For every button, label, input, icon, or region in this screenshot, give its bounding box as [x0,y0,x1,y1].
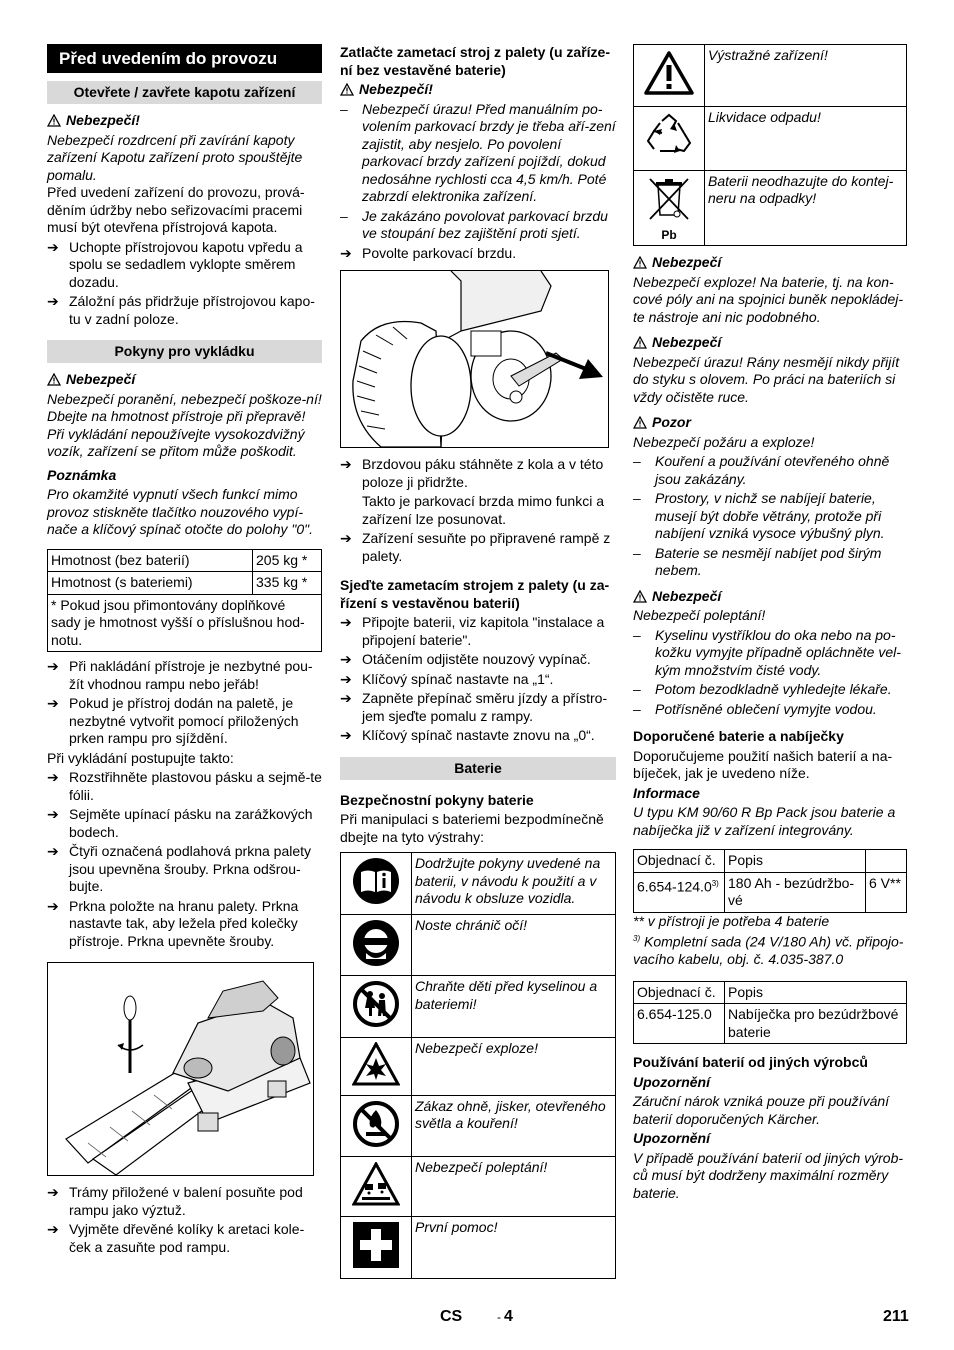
list-item: – Baterie se nesmějí nabíjet pod širým nebem. [633,544,882,578]
note-text: Záruční nárok vzniká pouze při používání baterií doporučených Kärcher. [633,1093,890,1127]
list-item: – Potřísněné oblečení vymyjte vodou. [633,700,877,717]
danger-text: Nebezpečí exploze! Na baterie, tj. na kon-cové póly ani na spojnici buněk nepokládej-te nástroje ani nic podobného. [633,273,904,325]
weight-table [47,549,322,653]
arrow-icon: ➔ [47,1221,59,1237]
table-row: Objednací č. Popis [634,850,907,873]
arrow-icon: ➔ [340,670,352,687]
warning-triangle-icon [633,416,647,429]
footer-page-number: 211 [883,1308,909,1325]
table-row: Objednací č. Popis [634,981,907,1004]
step: ➔ Při nakládání přístroje je nezbytné pou-žít vhodnou rampu nebo jeřáb! [47,658,313,692]
subsection-title-battery: Baterie [340,757,616,780]
table-note: $^{3)}$ Kompletní sada (24 V/180 Ah) vč. připojo-vacího kabelu, obj. č. 4.035-387.0 [633,933,904,968]
warning-icon [643,50,695,96]
list-item: – Nebezpečí úrazu! Před manuálním po-volením parkovací brzdy je třeba aří-zení zajistit, aby nesjelo. Po povolení parkovací brzdy zařízení pojíždí, dokud nedosáhne rychlosti cca 4,5 km/h. Poté zabrzdí elektronika zařízení. [340,100,616,204]
no-fire-icon [352,1100,400,1148]
danger-text: Dbejte na hmotnost přístroje při přepravě! Při vykládání nepoužívejte vysokozdvižný vozík, zařízení se přitom může poškodit. [47,408,306,459]
step: ➔ Prkna položte na hranu palety. Prkna nastavte tak, aby ležela před kolečky přístroje. Prkna upevněte šrouby. [47,897,299,949]
danger-heading: Nebezpečí [633,334,907,352]
paragraph: Při vykládání postupujte takto: [47,749,234,766]
no-bin-pb-icon [644,175,694,225]
danger-text: Nebezpečí úrazu! Rány nesmějí nikdy přijít do styku s olovem. Po práci na bateriích si vždy očistěte ruce. [633,353,900,405]
section-title: Před uvedením do provozu [47,44,322,73]
column-3 [633,44,907,1202]
warning-triangle-icon [633,590,647,603]
table-row: Nebezpečí poleptání! [341,1157,616,1217]
paragraph: Při manipulaci s bateriemi bezpodmínečně dbejte na tyto výstrahy: [340,811,604,845]
step: ➔ Záložní pás přidržuje přístrojovou kapo-tu v zadní poloze. [47,293,315,327]
first-aid-icon [352,1221,400,1269]
table-row: Nebezpečí exploze! [341,1037,616,1095]
table-row: Hmotnost (bez baterií) 205 kg * [48,549,322,572]
step: ➔ Povolte parkovací brzdu. [340,244,517,261]
danger-heading: Nebezpečí [633,588,907,606]
disposal-symbols-table [633,44,907,246]
arrow-icon: ➔ [47,695,59,711]
step: ➔ Pokud je přístroj dodán na paletě, je nezbytné vytvořit pomocí přiložených prken rampu pro sjíždění. [47,695,299,746]
step: ➔ Sejměte upínací pásku na zarážkových bodech. [47,806,313,840]
caution-heading: Pozor [633,414,907,432]
column-1 [47,44,322,1258]
step: ➔ Čtyři označená podlahová prkna palety jsou upevněna šrouby. Prkna odšrou-bujte. [47,843,312,894]
heading: Bezpečnostní pokyny baterie [340,791,534,808]
danger-text: Nebezpečí poleptání! [633,607,766,623]
step: ➔ Rozstřihněte plastovou pásku a sejmě-te fólii. [47,769,322,803]
table-row: 6.654-125.0 Nabíječka pro bezúdržbové baterie [634,1004,907,1044]
list-item: – Prostory, v nichž se nabíjejí baterie, musejí být dobře větrány, protože při nabíjení vzniká vysoce výbušný plyn. [633,490,885,541]
heading: Používání baterií od jiných výrobců [633,1054,868,1071]
warning-triangle-icon [47,114,61,127]
table-row: Chraňte děti před kyselinou a bateriemi! [341,976,616,1038]
arrow-icon: ➔ [47,1184,59,1200]
list-item: – Je zakázáno povolovat parkovací brzdu ve stoupání bez zajištění proti sjetí. [340,207,608,241]
pallet-ramp-illustration [47,962,314,1176]
table-row: Likvidace odpadu! [634,107,907,171]
explosion-hazard-icon [352,1042,400,1086]
paragraph: Takto je parkovací brzda mimo funkci a zařízení lze posunovat. [362,493,604,527]
table-row: Zákaz ohně, jisker, otevřeného světla a kouření! [341,1095,616,1157]
note-heading: Poznámka [47,466,117,483]
step: ➔ Brzdovou páku stáhněte z kola a v této poloze ji přidržte. [340,456,604,490]
table-note: ** v přístroji je potřeba 4 baterie [633,912,830,929]
footer-page-local: - 4 [497,1308,513,1325]
arrow-icon: ➔ [47,293,59,309]
danger-heading: Nebezpečí! [47,112,322,130]
danger-heading: Nebezpečí [47,371,322,389]
table-row: Noste chránič očí! [341,914,616,976]
step: ➔ Klíčový spínač nastavte na „1“. [340,670,554,687]
table-row: 6.654-124.0$^{3)}$ 180 Ah - bezúdržbo-vé 6 V** [634,872,907,912]
warning-triangle-icon [633,256,647,269]
paragraph: Před uvedení zařízení do provozu, prová-děním údržby nebo seřizovacími pracemi musí být otevřena přístrojová kapota. [47,184,305,235]
battery-symbols-table [340,852,616,1279]
note-text: Pro okamžité vypnutí všech funkcí mimo provoz stiskněte tlačítko nouzového vypí-nače a klíčový spínač otočte do polohy "0". [47,486,313,537]
subsection-title-unloading: Pokyny pro vykládku [47,340,322,363]
read-manual-icon [352,857,400,905]
arrow-icon: ➔ [47,843,59,859]
list-item: – Kyselinu vystříklou do oka nebo na po-kožku vymyjte případně opláchněte vel-kým množstvím čisté vody. [633,626,901,678]
brake-lever-illustration [340,270,609,448]
info-heading: Informace [633,784,700,801]
keep-children-away-icon [352,980,400,1028]
eye-protection-icon [352,919,400,967]
warning-triangle-icon [47,373,61,386]
step: ➔ Zapněte přepínač směru jízdy a přístro-jem sjeďte pomalu z rampy. [340,690,608,724]
caution-text: Nebezpečí požáru a exploze! [633,433,815,450]
heading: Doporučené baterie a nabíječky [633,728,844,744]
note-heading: Upozornění [633,1073,710,1090]
subsection-title-hood: Otevřete / zavřete kapotu zařízení [47,81,322,104]
arrow-icon: ➔ [340,244,352,261]
arrow-icon: ➔ [47,658,59,674]
recycling-icon [644,111,694,161]
step: ➔ Zařízení sesuňte po připravené rampě z palety. [340,530,611,564]
table-row: Hmotnost (s bateriemi) 335 kg * [48,572,322,595]
footer-language: CS [440,1308,463,1325]
arrow-icon: ➔ [47,897,59,914]
list-item: – Potom bezodkladně vyhledejte lékaře. [633,681,892,697]
arrow-icon: ➔ [340,727,352,743]
arrow-icon: ➔ [47,769,59,785]
step: ➔ Trámy přiložené v balení posuňte pod rampu jako výztuž. [47,1184,303,1218]
warning-triangle-icon [340,83,354,96]
step: ➔ Otáčením odjistěte nouzový vypínač. [340,651,591,667]
corrosive-hazard-icon [352,1162,400,1206]
warning-triangle-icon [633,336,647,349]
arrow-icon: ➔ [340,690,352,706]
paragraph: Doporučujeme použití našich baterií a na-bíječek, jak je uvedeno níže. [633,747,893,781]
arrow-icon: ➔ [340,456,352,472]
step: ➔ Vyjměte dřevěné kolíky k aretaci kole-ček a zasuňte pod rampu. [47,1221,305,1255]
table-row: * Pokud jsou přimontovány doplňkové sady je hmotnost vyšší o příslušnou hod-notu. [48,594,322,652]
danger-heading: Nebezpečí! [340,81,616,99]
heading: Sjeďte zametacím strojem z palety (u za-řízení s vestavěnou baterií) [340,577,610,611]
danger-text: Nebezpečí poranění, nebezpečí poškoze-ní! [47,390,322,407]
arrow-icon: ➔ [47,238,59,255]
step: ➔ Uchopte přístrojovou kapotu vpředu a spolu se sedadlem vyklopte směrem dozadu. [47,238,303,290]
arrow-icon: ➔ [340,614,352,630]
table-row: Dodržujte pokyny uvedené na baterii, v návodu k použití a v návodu k obsluze vozidla. [341,853,616,915]
arrow-icon: ➔ [340,530,352,546]
step: ➔ Klíčový spínač nastavte znovu na „0“. [340,727,595,743]
info-text: U typu KM 90/60 R Bp Pack jsou baterie a nabíječka již v zařízení integrovány. [633,804,896,838]
arrow-icon: ➔ [47,806,59,822]
heading: Zatlačte zametací stroj z palety (u zaříze-ní bez vestavěné baterie) [340,44,610,78]
danger-text: Nebezpečí rozdrcení při zavírání kapoty zařízení Kapotu zařízení proto spouštějte pomalu. [47,131,303,183]
note-text: V případě používání baterií od jiných výrob-ců musí být dodrženy maximální rozměry baterie. [633,1149,904,1201]
charger-table [633,981,907,1045]
table-row: Výstražné zařízení! [634,45,907,107]
list-item: – Kouření a používání otevřeného ohně jsou zakázány. [633,453,890,487]
battery-table [633,849,907,913]
table-row: První pomoc! [341,1217,616,1279]
table-row: Pb Baterii neodhazujte do kontej-neru na odpadky! [634,170,907,246]
step: ➔ Připojte baterii, viz kapitola "instalace a připojení baterie". [340,614,605,648]
column-2 [340,44,616,1285]
arrow-icon: ➔ [340,651,352,667]
note-heading: Upozornění [633,1130,710,1147]
danger-heading: Nebezpečí [633,254,907,272]
pb-label: Pb [661,228,677,242]
